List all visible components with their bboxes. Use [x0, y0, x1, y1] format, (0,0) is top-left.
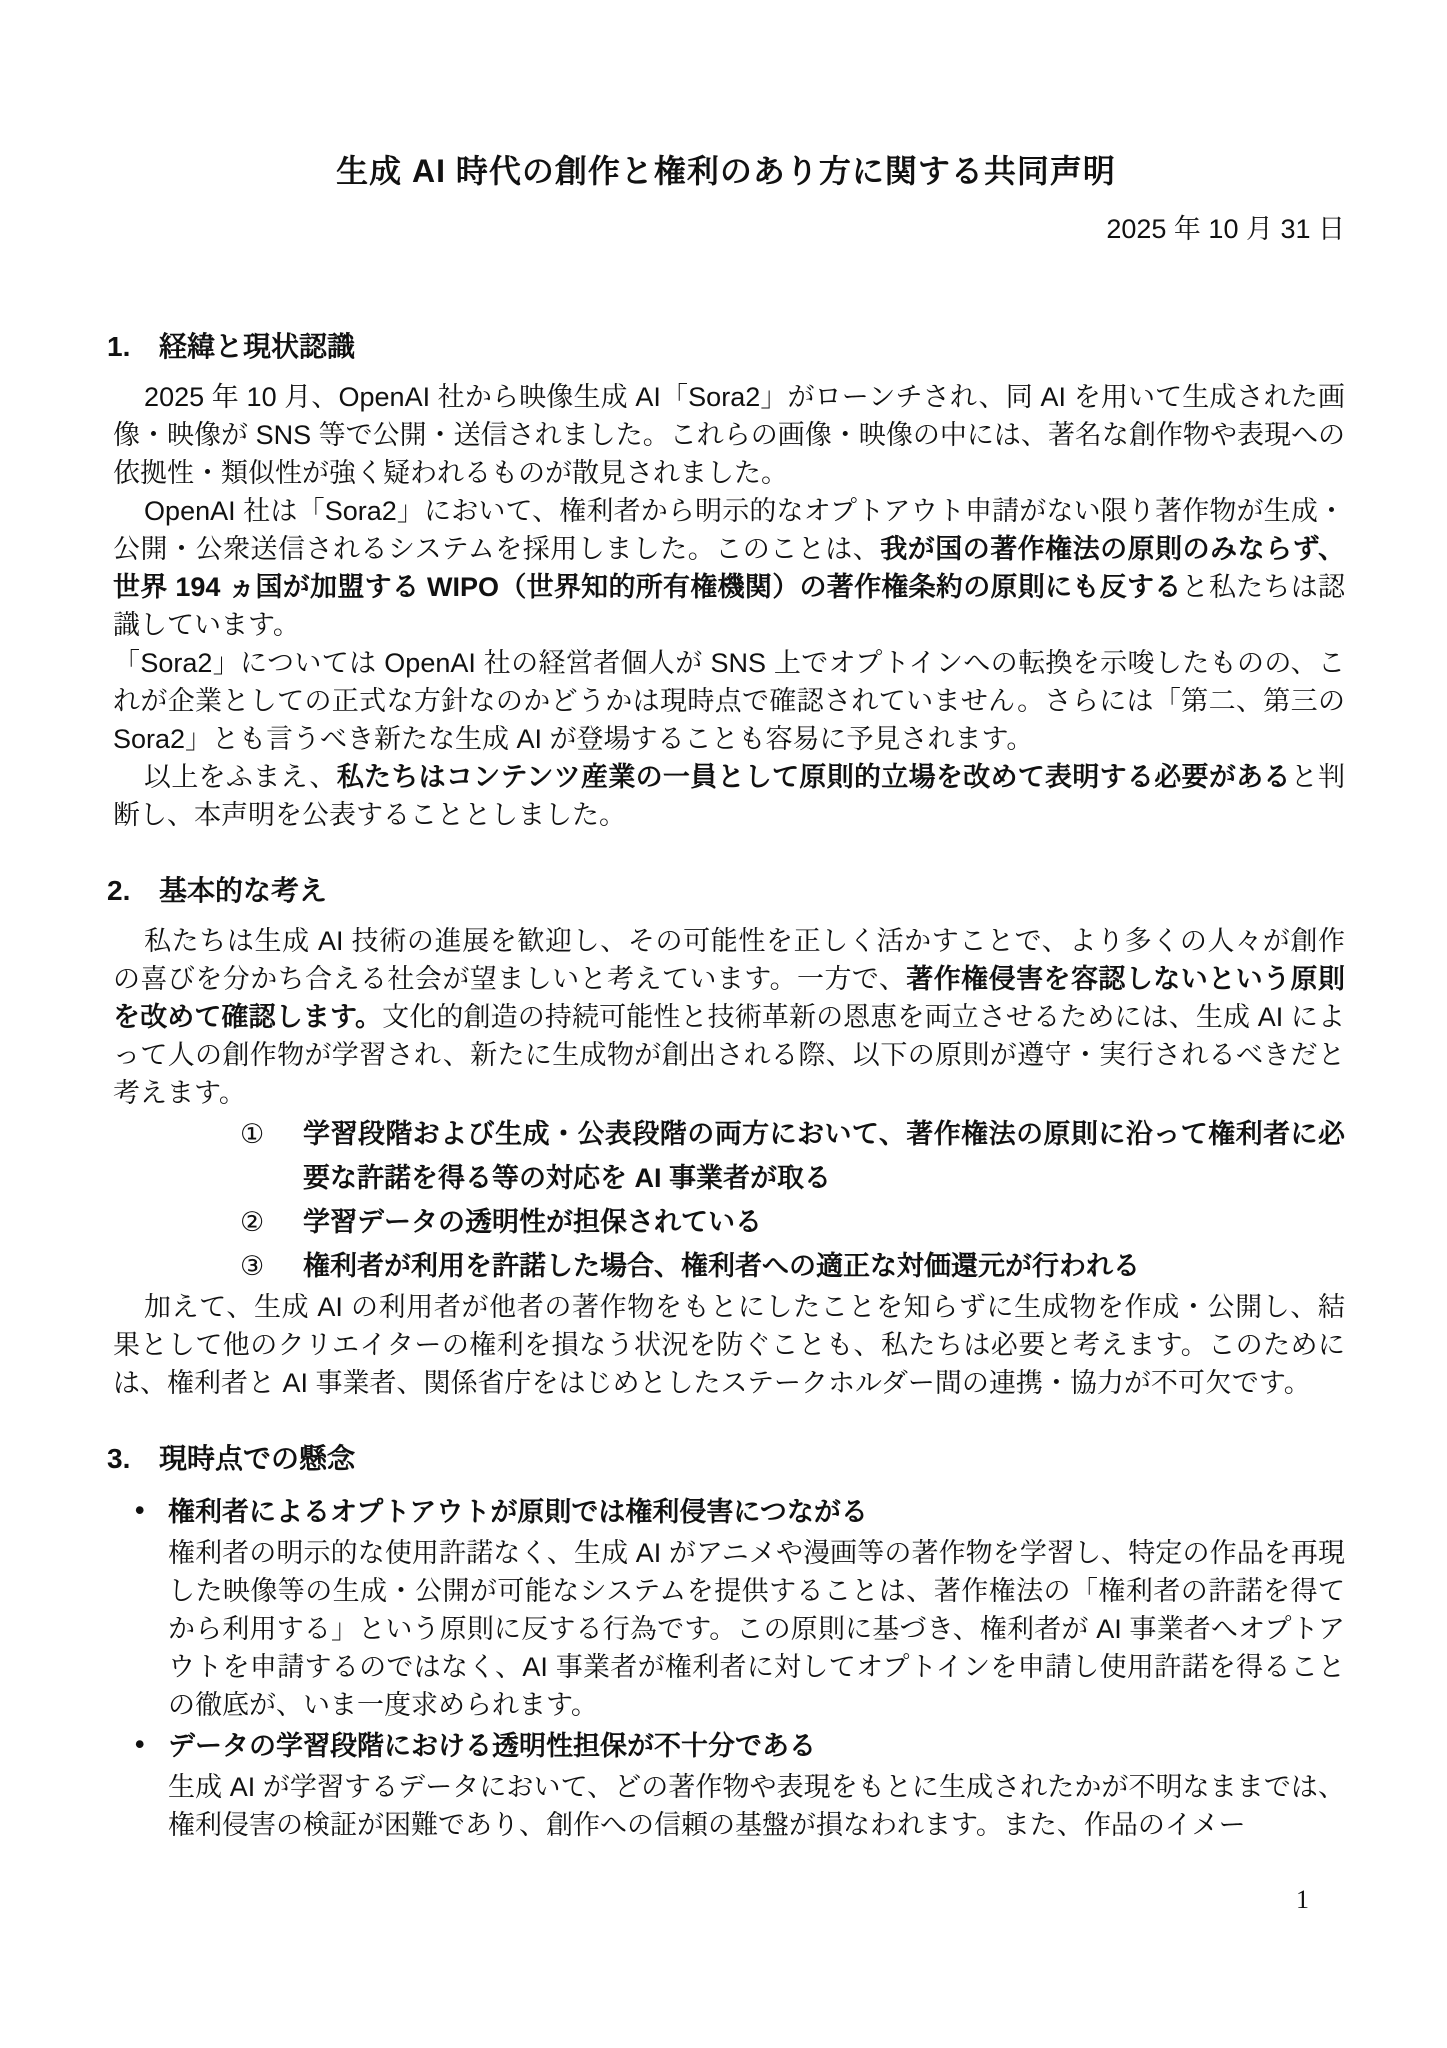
bullet-1-body: 権利者の明示的な使用許諾なく、生成 AI がアニメや漫画等の著作物を学習し、特定の作品を再現した映像等の生成・公開が可能なシステムを提供することは、著作権法の「権利者の許諾を得てから利用する」という原則に反する行為です。この原則に基づき、権利者が AI 事業者へオプトアウトを申請するのではなく、AI 事業者が権利者に対してオプトインを申請し使用許諾を得ることの徹底が、いま一度求められます。: [168, 1538, 1345, 1720]
section-2-number: 2.: [107, 875, 131, 906]
bullet-item: [107, 1490, 1345, 1724]
paragraph: 「Sora2」については OpenAI 社の経営者個人が SNS 上でオプトインへの転換を示唆したものの、これが企業としての正式な方針なのかどうかは現時点で確認されていません。さらには「第二、第三の Sora2」とも言うべき新たな生成 AI が登場することも容易に予見されます。: [113, 648, 1345, 754]
section-3-number: 3.: [107, 1443, 131, 1474]
section-3-heading: [107, 1440, 1345, 1478]
principles-list: [107, 1112, 1345, 1288]
bullet-2-body: 生成 AI が学習するデータにおいて、どの著作物や表現をもとに生成されたかが不明なままでは、権利侵害の検証が困難であり、創作への信頼の基盤が損なわれます。また、作品のイメー: [168, 1772, 1345, 1840]
bullet-1-title: [107, 1490, 1345, 1534]
bullet-item: [107, 1724, 1345, 1844]
paragraph: 2025 年 10 月、OpenAI 社から映像生成 AI「Sora2」がローンチされ、同 AI を用いて生成された画像・映像が SNS 等で公開・送信されました。これらの画像・映像の中には、著名な創作物や表現への依拠性・類似性が強く疑われるものが散見されました。: [113, 382, 1345, 488]
section-1-heading: [107, 328, 1345, 366]
list-item-3: [107, 1244, 1345, 1288]
list-item-1: [107, 1112, 1345, 1200]
document-date: 2025 年 10 月 31 日: [1106, 214, 1345, 244]
bullet-2-title-text: データの学習段階における透明性担保が不十分である: [168, 1731, 816, 1761]
circled-number-2: ②: [240, 1207, 265, 1237]
circled-number-3: ③: [240, 1251, 265, 1281]
paragraph: 以上をふまえ、私たちはコンテンツ産業の一員として原則的立場を改めて表明する必要があると判断し、本声明を公表することとしました。: [113, 762, 1345, 830]
section-concerns: [107, 1440, 1345, 1844]
bullet-2-title: [107, 1724, 1345, 1768]
bullet-icon: •: [135, 1495, 145, 1525]
circled-number-1: ①: [240, 1119, 265, 1149]
list-item-1-text: 学習段階および生成・公表段階の両方において、著作権法の原則に沿って権利者に必要な許諾を得る等の対応を AI 事業者が取る: [303, 1119, 1345, 1193]
section-2-heading-text: 基本的な考え: [159, 875, 328, 906]
section-basic-principles: [107, 872, 1345, 1402]
list-item-2: [107, 1200, 1345, 1244]
bullet-1-title-text: 権利者によるオプトアウトが原則では権利侵害につながる: [168, 1497, 868, 1527]
section-background: [107, 328, 1345, 834]
list-item-2-text: 学習データの透明性が担保されている: [303, 1207, 762, 1237]
bullet-icon: •: [135, 1729, 145, 1759]
section-1-heading-text: 経緯と現状認識: [159, 331, 356, 362]
paragraph: OpenAI 社は「Sora2」において、権利者から明示的なオプトアウト申請がない限り著作物が生成・公開・公衆送信されるシステムを採用しました。このことは、我が国の著作権法の原則のみならず、世界 194 ヵ国が加盟する WIPO（世界知的所有権機関）の著作権条約の原則にも反すると私たちは認識しています。: [113, 496, 1346, 640]
section-3-heading-text: 現時点での懸念: [159, 1443, 356, 1474]
paragraph: 私たちは生成 AI 技術の進展を歓迎し、その可能性を正しく活かすことで、より多くの人々が創作の喜びを分かち合える社会が望ましいと考えています。一方で、著作権侵害を容認しないという原則を改めて確認します。文化的創造の持続可能性と技術革新の恩恵を両立させるためには、生成 AI によって人の創作物が学習され、新たに生成物が創出される際、以下の原則が遵守・実行されるべきだと考えます。: [113, 926, 1345, 1108]
list-item-3-text: 権利者が利用を許諾した場合、権利者への適正な対価還元が行われる: [303, 1251, 1140, 1281]
section-2-heading: [107, 872, 1345, 910]
section-1-number: 1.: [107, 331, 131, 362]
page-number: 1: [1296, 1885, 1309, 1914]
document-title: 生成 AI 時代の創作と権利のあり方に関する共同声明: [336, 153, 1116, 189]
paragraph: 加えて、生成 AI の利用者が他者の著作物をもとにしたことを知らずに生成物を作成・公開し、結果として他のクリエイターの権利を損なう状況を防ぐことも、私たちは必要と考えます。このためには、権利者と AI 事業者、関係省庁をはじめとしたステークホルダー間の連携・協力が不可欠です。: [113, 1292, 1345, 1398]
